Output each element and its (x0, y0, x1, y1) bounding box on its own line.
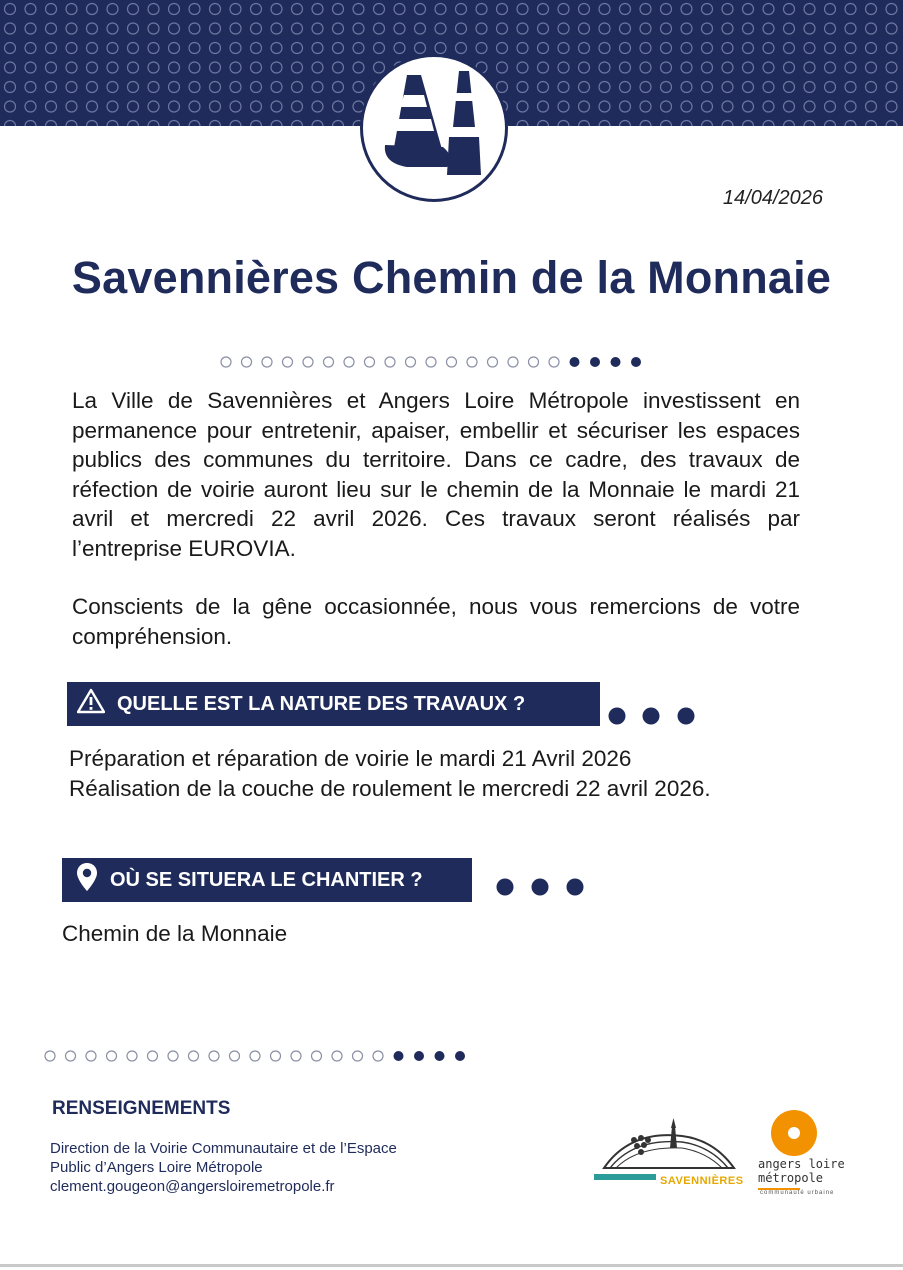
section-dots-location (494, 876, 586, 898)
footer-dot-divider (42, 1047, 472, 1065)
contact-heading: RENSEIGNEMENTS (52, 1098, 231, 1119)
contact-line: Public d’Angers Loire Métropole (50, 1159, 263, 1176)
contact-details (50, 1139, 397, 1196)
section-heading-text: OÙ SE SITUERA LE CHANTIER ? (110, 868, 423, 891)
works-line: Préparation et réparation de voirie le mardi 21 Avril 2026 (69, 746, 632, 771)
publication-date: 14/04/2026 (722, 187, 823, 209)
works-line: Réalisation de la couche de roulement le mercredi 22 avril 2026. (69, 776, 711, 801)
bottom-rule (0, 1264, 903, 1267)
angers-logo-text (758, 1157, 845, 1185)
angers-logo-line: métropole (758, 1171, 824, 1185)
works-description (69, 744, 711, 804)
worksite-location: Chemin de la Monnaie (62, 921, 288, 946)
section-heading-text: QUELLE EST LA NATURE DES TRAVAUX ? (117, 692, 526, 715)
section-heading-location (62, 858, 472, 902)
savennieres-logo-text: SAVENNIÈRES (660, 1175, 744, 1187)
section-dots-nature (606, 705, 698, 727)
page-title: Savennières Chemin de la Monnaie (71, 252, 832, 303)
angers-logo-line: angers loire (758, 1157, 845, 1171)
thanks-paragraph: Conscients de la gêne occasionnée, nous vous remercions de votre compréhension. (72, 594, 800, 649)
map-pin-icon (76, 862, 98, 898)
angers-loire-metropole-logo (754, 1108, 844, 1203)
roadworks-logo (360, 54, 508, 202)
contact-line: Direction de la Voirie Communautaire et de l’Espace (50, 1140, 397, 1157)
warning-icon (77, 688, 105, 720)
section-heading-nature (67, 682, 600, 726)
traffic-cone-icon (363, 57, 505, 199)
angers-logo-subtitle: communauté urbaine (760, 1190, 835, 1196)
title-dot-divider (218, 353, 648, 371)
intro-paragraph: La Ville de Savennières et Angers Loire Métropole investissent en permanence pour entretenir, apaiser, embellir et sécuriser les espaces publics des communes du territoire. Dans ce cadre, des travaux de réfection de voirie auront lieu sur le chemin de la Monnaie le mardi 21 avril et mercredi 22 avril 2026. Ces travaux seront réalisés par l’entreprise EUROVIA. (72, 388, 800, 561)
contact-email[interactable]: clement.gougeon@angersloiremetropole.fr (50, 1178, 335, 1195)
